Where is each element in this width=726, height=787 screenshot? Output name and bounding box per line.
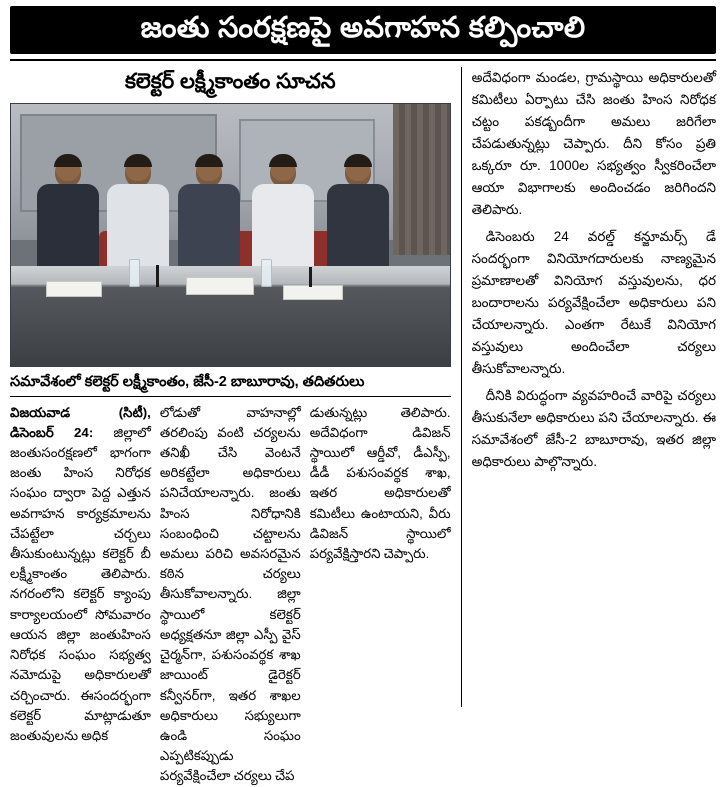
article-subhead: కలెక్టర్ లక్ష్మీకాంతం సూచన <box>124 70 336 94</box>
article-body <box>10 67 716 784</box>
right-paragraph-2: డిసెంబరు 24 వరల్డ్ కన్జూమర్స్ డే సందర్భంగా వినియోగదారులకు నాణ్యమైన ప్రమాణాలతో వినియోగ వస్తువులను, ధర బందారాలను పర్యవేక్షించేలా అధికారులు పని చేయాలన్నారు. ఎంతగా రేటుకే వినియోగ వస్తువులు అందించేలా చర్యలు తీసుకోవాలన్నారు. <box>471 229 716 376</box>
article-paragraph <box>10 403 151 746</box>
article-column-3-text: డుతున్నట్లు తెలిపారు. అదేవిధంగా డివిజన్ స్థాయిలో ఆర్డీవో, డీఎస్పీ, డీడీ పశుసంవర్థక శాఖ, ఇతర అధికారులతో కమిటీలు ఉంటాయని, వీరు డివిజన్ స్థాయిలో పర్యవేక్షిస్తారని చెప్పారు. <box>309 404 451 562</box>
photo-microphone-2 <box>309 267 312 287</box>
photo-person-3 <box>178 157 240 276</box>
photo-person-torso <box>327 184 389 276</box>
photo-person-1 <box>37 157 99 276</box>
photo-person-torso <box>37 184 99 276</box>
photo-water-bottle-1 <box>129 259 140 287</box>
right-paragraph-3: దీనికి విరుద్ధంగా వ్యవహరించే వారిపై చర్యలు తీసుకునేలా అధికారులు పని చేయాలన్నారు. ఈ సమావేశంలో జేసీ-2 బాబూరావు, ఇతర జిల్లా అధికారులు పాల్గొన్నారు. <box>471 388 716 469</box>
left-column <box>10 67 462 784</box>
photo-person-5 <box>327 157 389 276</box>
article-text-columns <box>10 403 451 787</box>
photo-person-head <box>270 157 296 187</box>
right-column <box>462 67 716 707</box>
photo-tablecloth <box>11 287 450 366</box>
photo-microphone-1 <box>156 265 159 287</box>
article-column-3 <box>310 403 451 787</box>
photo-water-bottle-2 <box>261 259 272 287</box>
article-column-2-text: లోడుతో వాహనాల్లో తరలింపు వంటి చర్యలను తనిఖీ చేసి వెంటనే అరికట్టేలా అధికారులు పనిచేయాలన్నారు. జంతు హింస నిరోధానికి సంబంధించి చట్టాలను అమలు పరిచి అవసరమైన కఠిన చర్యలు తీసుకోవాలన్నారు. జిల్లా స్థాయిలో కలెక్టర్ అధ్యక్షతనూ జిల్లా ఎస్పీ వైస్ చైర్మన్‌గా, పశుసంవర్థక శాఖ జాయింట్ డైరెక్టర్ కన్వీనర్‌గా, ఇతర శాఖల అధికారులు సభ్యులుగా ఉండి సంఘం ఎప్పటికప్పుడు పర్యవేక్షించేలా చర్యలు చేప <box>159 404 301 784</box>
photo-caption: సమావేశంలో కలెక్టర్ లక్ష్మీకాంతం, జేసీ-2 బాబూరావు, తదితరులు <box>10 373 365 390</box>
page-headline: జంతు సంరక్షణపై అవగాహన కల్పించాలి <box>10 6 716 54</box>
photo-person-head <box>125 157 151 187</box>
article-dateline: విజయవాడ (సిటీ), డిసెంబర్ 24: <box>10 404 151 440</box>
photo-person-head <box>196 157 222 187</box>
article-column-1 <box>10 403 151 787</box>
photo-person-head <box>55 157 81 187</box>
photo-curtain <box>393 104 450 256</box>
photo-papers-3 <box>283 285 343 300</box>
photo-person-head <box>345 157 371 187</box>
article-column-2 <box>160 403 301 787</box>
right-paragraph-1: అదేవిధంగా మండల, గ్రామస్థాయి అధికారులతో కమిటీలు ఏర్పాటు చేసి జంతు హింస నిరోధక చట్టం పకడ్బందీగా అమలు జరిగేలా చేపడుతున్నట్లు చెప్పారు. దీని కోసం ప్రతి ఒక్కరూ రూ. 1000ల సభ్యత్వం స్వీకరించేలా ఆయా విభాగాలకు అందించడం జరిగిందని తెలిపారు. <box>471 70 716 217</box>
caption-divider <box>10 396 451 397</box>
photo-papers-1 <box>46 281 102 297</box>
meeting-photo <box>10 103 451 367</box>
photo-papers-2 <box>186 277 254 295</box>
headline-divider <box>10 59 716 61</box>
photo-person-torso <box>178 184 240 276</box>
article-column-1-text: జిల్లాలో జంతుసంరక్షణలో భాగంగా జంతు హింస నిరోధక సంఘం ద్వారా పెద్ద ఎత్తున అవగాహన కార్యక్రమాలను చేపట్టేలా చర్చలు తీసుకుంటున్నట్లు కలెక్టర్ బీ లక్ష్మీకాంతం తెలిపారు. నగరంలోని కలెక్టర్ క్యాంపు కార్యాలయంలో సోమవారం ఆయన జిల్లా జంతుహింస నిరోధక సంఘం సభ్యత్వ నమోదుపై అధికారులతో చర్చించారు. ఈసందర్భంగా కలెక్టర్ మాట్లాడుతూ జంతువులను అధిక <box>10 424 151 743</box>
